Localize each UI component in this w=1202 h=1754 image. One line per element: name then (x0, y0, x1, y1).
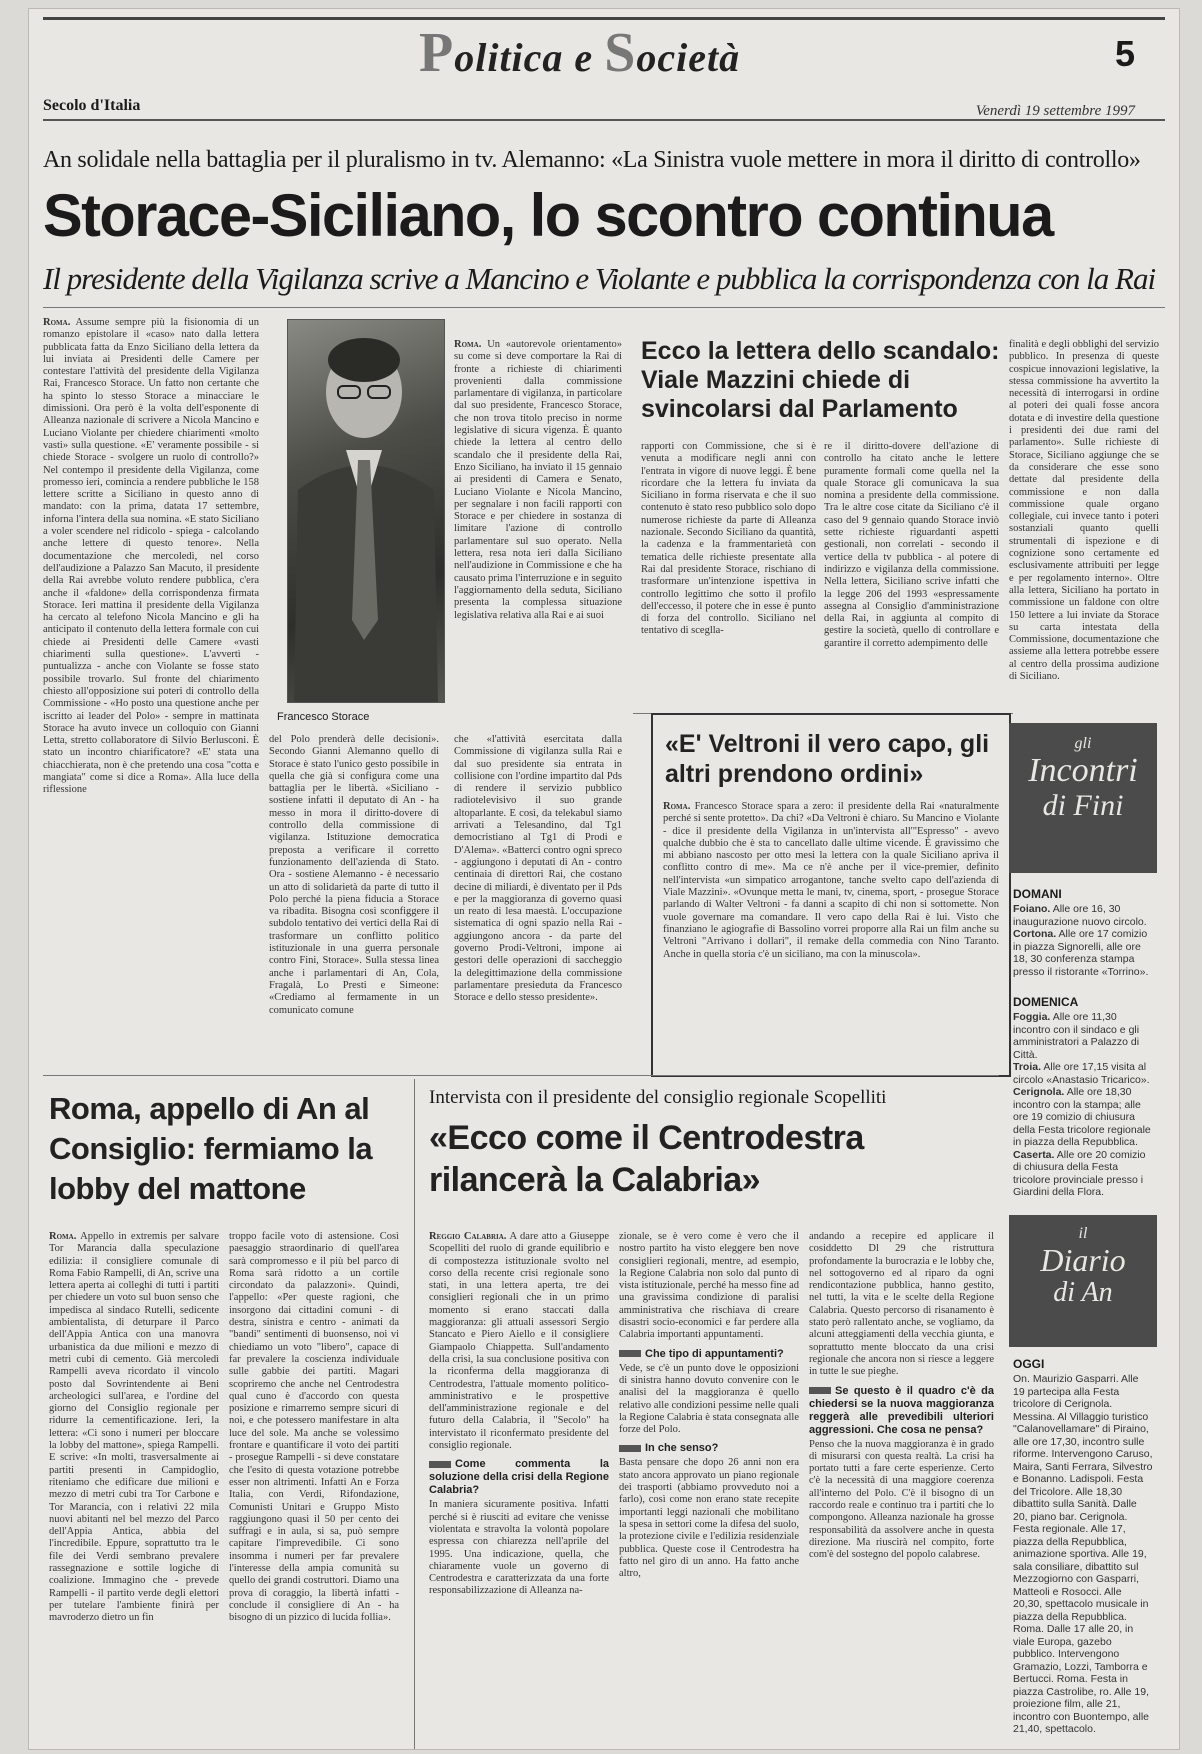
calabria-column-1 (429, 1231, 609, 1746)
section-title-text: ocietà (636, 35, 741, 80)
interview-question (619, 1442, 799, 1455)
main-kicker: An solidale nella battaglia per il pluralismo in tv. Alemanno: «La Sinistra vuole mettere in mora il diritto di controllo» (43, 147, 1141, 173)
deck-divider (43, 307, 1165, 308)
dateline: Roma. (49, 1231, 77, 1242)
event-text: Alle ore 11,30 incontro con il sindaco e gli amministratori a Palazzo di Città. (1013, 1011, 1140, 1061)
portrait-illustration (288, 320, 444, 702)
answer-text: Basta pensare che dopo 26 anni non era stato ancora approvato un piano regionale dei trasporti (abbiamo provveduto noi a farlo), così come non erano state recepite importanti leggi nazionali che mobilitano la spesa in settori come la difesa del suolo, la protezione civile e l'edilizia residenziale pubblica. Queste cose il Centrodestra ha fatto nel giro di un anno. Ha fatto anche altro, (619, 1457, 799, 1580)
diario-di-an-badge (1009, 1215, 1157, 1347)
roma-column-1 (49, 1231, 219, 1746)
calabria-column-3 (809, 1231, 994, 1746)
oggi-heading: OGGI (1013, 1357, 1045, 1371)
veltroni-text (663, 801, 999, 1063)
article-text: rapporti con Commissione, che si è venuta a modificare negli anni con l'entrata in vigore di nuove leggi. È bene ricordare che la lettera fu inviata da Siciliano in forma riservata e che il suo contenuto è stato reso pubblico solo dopo numerose richieste da parte di Alleanza nazionale. Secondo Siciliano da quantità, la cadenza e la frammentarietà con tematica delle richieste presentate alla Rai dal presidente Storace, rischiano di trasformare un'intenzione ispettiva in controllo legittimo che sotto il profilo dell'eccesso, il potere che in esse è punto di forza del controllo. Siciliano nel tentativo di sceglla- (641, 441, 816, 637)
article-text: finalità e degli obblighi del servizio pubblico. In presenza di queste cospicue innovazioni legislative, la stessa commissione ha avvertito la necessità di interrogarsi in ordine al poteri dei quali fosse ancora dotata e di investire della questione i presidenti dei due rami del parlamento». Sulle richieste di Storace, Siciliano aggiunge che se da considerare che esse sono dettate dal presidente della commissione e non dalla commissione quale organo collegiale, cui invece tanto i poteri sostanziali quanto quelli strumentali di ispezione e di cognizione sono certamente ed esclusivamente attribuiti per legge e per regolamento interno». Oltre alla lettera, Siciliano ha portato in commissione un faldone con oltre 150 lettere a lui inviate da Storace su carta intestata della Commissione, documentazione che assieme alla lettera potrebbe essere al centro della prossima audizione di Siciliano. (1009, 339, 1159, 683)
section-title-initial: P (419, 22, 455, 84)
masthead-rule (43, 17, 1165, 20)
question-text: Che tipo di appuntamenti? (645, 1347, 784, 1360)
dateline: Reggio Calabria. (429, 1231, 507, 1242)
article-text: re il diritto-dovere dell'azione di controllo ha citato anche le lettere puramente formali come quella nel la quale Storace gli comunicava la sua nomina a presidente della commissione. Tra le altre cose citate da Siciliano c'è il caso del 9 gennaio quando Storace inviò sette richieste riguardanti aspetti gestionali, non correlati - secondo il vertice della tv pubblica - al potere di indirizzo e vigilanza della commissione. Nella lettera, Siciliano scrive infatti che la legge 206 del 1993 «espressamente assegna al Consiglio d'amministrazione della Rai, in aggiunta al compito di gestire la società, quello di controllare e garantire il corretto adempimento delle (824, 441, 999, 649)
letter-headline: Ecco la lettera dello scandalo: Viale Mazzini chiede di svincolarsi dal Parlamento (641, 337, 1000, 423)
letter-column-2 (824, 441, 999, 703)
day-events (1013, 903, 1153, 978)
incontri-di-fini-badge (1009, 723, 1157, 873)
article-text: zionale, se è vero come è vero che il nostro partito ha visto eleggere ben nove consiglieri regionali, mentre, ad esempio, la Regione Calabria non solo dal punto di vista istituzionale, perché ha messo fine ad una gravissima condizione di paralisi amministrativa che rischiava di creare disastri socio-economici e far perdere alla Calabria importanti appuntamenti. (619, 1231, 799, 1341)
article-text: del Polo prenderà delle decisioni». Secondo Gianni Alemanno quello di Storace è stato l'unico gesto possibile in quella che già si configura come una battaglia per le libertà. «Siciliano - sostiene infatti il deputato di An - ha messo in mora il diritto-dovere di controllo della commissione di vigilanza. Istituzione democratica preposta a verificare il corretto funzionamento dell'azienda di Stato. Ora - sostiene Alemanno - è necessario un atto di solidarietà da parte di tutto il Polo perché la piena fiducia a Storace va ribadita. Bisogna così sconfiggere il subdolo tentativo dei vertici della Rai di trasformare un conflitto politico istituzionale in una guerra personale contro Fini, Storace». Sulla stessa linea anche i parlamentari di An, Cola, Fragalà, Lo Presti e Simeone: «Crediamo al fermamente in un comunicato comune (269, 734, 439, 1016)
newspaper-page (28, 8, 1180, 1750)
event-text: Alle ore 17,15 visita al circolo «Anastasio Tricarico». (1013, 1061, 1150, 1086)
badge-title: di Fini (1042, 789, 1124, 822)
dateline: Roma. (454, 339, 482, 350)
dateline: Roma. (663, 801, 691, 812)
lower-divider (43, 1075, 999, 1076)
article-text: andando a recepire ed applicare il cosiddetto Dl 29 che ristruttura profondamente la burocrazia e le lobby che, nel sottogoverno ed al riparo da ogni rendicontazione pubblica, hanno gestito, nel tutti, la vita e le scelte della Regione Calabria. Questo percorso di risanamento è stato però rallentato anche, se vogliamo, da alcuni atteggiamenti della vecchia giunta, e soprattutto mente bloccato da una crisi regionale che ancora non si riesce a leggere in tutte le sue pieghe. (809, 1231, 994, 1378)
badge-small-text: gli (1074, 735, 1092, 752)
event-place: Foiano. (1013, 903, 1051, 915)
question-text: In che senso? (645, 1442, 719, 1455)
question-marker (619, 1445, 641, 1452)
question-marker (619, 1350, 641, 1357)
oggi-events: On. Maurizio Gasparri. Alle 19 partecipa alla Festa tricolore di Cerignola. Messina. Al Villaggio turistico "Calanovellamare" di Piraino, alle ore 17,30, incontro sulle riforme. Intervengono Caruso, Maira, Santi Ferrara, Silvestro e Bonanno. Ladispoli. Festa del Tricolore. Alle 18,30 dibattito sulla Sanità. Dalle 20, piano bar. Cerignola. Festa regionale. Alle 17, piazza della Repubblica, animazione sportiva. Alle 19, sala consiliare, dibattito sul Mezzogiorno con Gasparri, Matteoli e Rosocci. Alle 20,30, spettacolo musicale in piazza della Repubblica. Roma. Dalle 17 alle 20, in viale Europa, gazebo pubblico. Intervengono Gramazio, Lozzi, Tamborra e Bertucci. Roma. Festa in piazza Castrolibe, ro. Alle 19, proiezione film, alle 21, incontro con Buontempo, alle 21,40, spettacolo. (1013, 1373, 1153, 1735)
event-text: Alle ore 18,30 incontro con la stampa; alle ore 19 comizio di chiusura della Festa tricolore regionale in piazza della Repubblica. (1013, 1086, 1151, 1148)
section-title (419, 21, 839, 85)
event-text: Alle ore 20 comizio di chiusura della Festa tricolore provinciale presso i Giardini della Flora. (1013, 1148, 1146, 1198)
roma-headline: Roma, appello di An al Consiglio: fermiamo la lobby del mattone (49, 1091, 373, 1206)
column-divider (414, 1079, 415, 1749)
main-article-column-2 (269, 734, 439, 1064)
calabria-column-2 (619, 1231, 799, 1746)
event-place: Troia. (1013, 1061, 1042, 1073)
article-text: Appello in extremis per salvare Tor Marancia dalla speculazione edilizia: il consigliere comunale di Roma Fabio Rampelli, di An, scrive una lettera aperta ai colleghi di tutti i partiti per chiedere un voto sul buon senso che impedisca al sindaco Rutelli, sedicente ambientalista, di deturpare il Parco dell'Appia Antica con una manovra urbanistica da due milioni e mezzo di metri cubi di cemento. Già mercoledì Rampelli aveva ricordato il vincolo posto dal Sovrintendente ai Beni archeologici sull'area, e l'ordine del giorno del Consiglio regionale per ridurre la cementificazione. Ieri, la lettera: «Ci sono i numeri per bloccare la lobby del mattone», spiega Rampelli. E scrive: «In molti, trasversalmente ai partiti presenti in Campidoglio, riteniamo che edificare due milioni e mezzo di metri cubi tra Tor Carbone e Tor Marancia, con i relativi 22 mila nuovi abitanti nel bel mezzo del Parco dell'Appia Antica, abbia del l'incredibile. Eppure, soprattutto tra le file dei Verdi sembrano prevalere rassegnazione e sottile logiche di coalizione. Immagino che - prevede Rampelli - il partito verde degli elettori per tutelare l'ambiente finirà per mavroderzo dietro un fin (49, 1231, 219, 1624)
event-text: Alle ore 17 comizio in piazza Signorelli, alle ore 18, 30 conferenza stampa presso il ristorante «Torrino». (1013, 928, 1149, 978)
page-number: 5 (1114, 33, 1135, 74)
veltroni-headline: «E' Veltroni il vero capo, gli altri prendono ordini» (665, 730, 990, 788)
main-article-column-3b (454, 734, 622, 1064)
masthead-divider (43, 119, 1165, 121)
interview-question (619, 1348, 799, 1361)
badge-title: Diario (1040, 1242, 1126, 1278)
event-place: Caserta. (1013, 1148, 1055, 1161)
question-marker (429, 1461, 451, 1468)
letter-column-1 (641, 441, 816, 703)
article-text: Un «autorevole orientamento» su come si deve comportare la Rai di fronte a richieste di chiarimenti provenienti dalla commissione parlamentare di vigilanza, in particolare dal suo presidente, Francesco Storace, che non trova titolo preciso in norme legislative di sicura vigenza. È quanto chiede la lettera al centro dello scandalo che il presidente della Rai, Enzo Siciliano, ha inviato il 15 gennaio ai presidenti di Camera e Senato, Luciano Violante e Nicola Mancino, per segnalare i non facili rapporti con Storace e per chiedere in sostanza di limitare l'azione di controllo parlamentare sul suo operato. Nella lettera, resa nota ieri dalla Siciliano nell'audizione in Commissione e che ha causato prima l'interruzione e in seguito l'aggiornamento della seduta, Siciliano presenta la complessa situazione legislativa relativa alla Rai e ai suoi (454, 339, 622, 621)
sidebar (1009, 713, 1157, 1749)
dateline: Roma. (43, 317, 71, 328)
roma-column-2 (229, 1231, 399, 1746)
issue-date: Venerdì 19 settembre 1997 (975, 103, 1135, 119)
article-text: Assume sempre più la fisionomia di un romanzo epistolare il «caso» nato dalla lettera pubblicata fatta da Enzo Siciliano della lettera da lui inviata ai Presidenti delle Camere per contestare l'attività del presidente della Vigilanza Rai, Francesco Storace. Un fatto non certante che ha spinto lo stesso Storace a minacciare le dimissioni. Ora però è la volta dell'esponente di Alleanza nazionale di scrivere a Nicola Mancino e Luciano Violante per chiedere chiarimenti «molto vasti» sulla questione. «E' veramente possibile - si chiede Storace - svolgere un ruolo di controllo?» Nel contempo il presidente della Vigilanza, come promesso ieri, comincia a rendere pubbliche le 158 lettere scritte a Siciliano in questo anno di mandato: con la prima, datata 17 settembre, inforna l'intera della sua nomina. «E stato Siciliano a voler scendere nel ridicolo - spiega - calcolando anche lettere di questo tenore». Nella documentazione che mercoledì, nel corso dell'audizione a Palazzo San Macuto, il presidente della Rai avrebbe voluto rendere pubblica, c'era anche il «faldone» della corrispondenza firmata Storace. Ieri mattina il presidente della Vigilanza ha cercato al telefono Nicola Mancino e gli ha anticipato il contenuto della lettera formale con cui chiede ai Presidenti delle Camere «vasti chiarimenti sulla questione». L'avvertì - puntualizza - anche con Violante se fosse stato possibile trovarlo. Sul fronte del chiarimento chiesto all'opposizione sui poteri di controllo della Commissione - «Ho posto una questione anche per iscritto ai leader del Polo» - sempre in mattinata Storace ha avuto invece un colloquio con Gianni Letta, stretto collaboratore di Silvio Berlusconi. È stato un incontro chiarificatore? «E' stata una chiacchierata, non è che pretendo una cosa "cotta e mangiata" come si dice a Roma». Alla luce della riflessione (43, 317, 259, 796)
day-heading: DOMENICA (1013, 995, 1079, 1009)
event-place: Cortona. (1013, 928, 1057, 940)
badge-title: Incontri (1028, 752, 1138, 789)
article-text: Francesco Storace spara a zero: il presidente della Rai «naturalmente perché si sente protetto». Da chi? «Da Veltroni è chiaro. Su Mancino e Violante - dice il presidente della Vigilanza in un'intervista all'"Espresso" - avevo qualche dubbio che è sta to cancellato dalle ultime vicende. È gravissimo che mi abbiano nascosto per otto mesi la lettera con la quale Siciliano apriva il conflitto contro di me». Ma ce n'è anche per il vice-premier, definito nell'intervista «un simpatico arrogantone, tanche svelto capo dell'azienda di Viale Mazzini». «Ovunque metta le mani, tv, cinema, sport, - prosegue Storace parlando di Walter Veltroni - fa danni a scapito di chi non si sottomette. Non vuole governare ma comandare. Il vero capo della Rai è lui. Visto che finanziano le agiografie di Bassolino vorrei proporre alla Rai un film anche su Veltroni "Arrivano i dollari", il remake della commedia con Nino Taranto. Anche in quella storia c'è un siciliano, ma con la minuscola». (663, 801, 999, 960)
day-heading: DOMANI (1013, 887, 1062, 901)
article-text: troppo facile voto di astensione. Così paesaggio straordinario di quell'area sarà compromesso e il più bel parco di Roma sarà ridotto a un cortile circondato da palazzoni». Quindi, l'appello: «Per queste ragioni, che insorgono dai cittadini comuni - di destra, sinistra e centro - animati da "bandi" sentimenti di buonsenso, noi vi chiediamo un voto "libero", capace di far prevalere la coscienza individuale sulle gabbie dei partiti. Magari scopriremo che anche nel Centrodestra qual cuno è d'accordo con questa posizione e rimarremo sempre sicuri di noi, e che potessero manifestare in alta luce del sole. Ma anche se volessimo frontare e quantificare il voto dei partiti - prosegue Rampelli - si deve constatare che l'esito di questa votazione potrebbe esser non altrimenti. Infatti An e Forza Italia, con Verdi, Rifondazione, Comunisti Unitari e Gruppo Misto raggiungono quasi il 50 per cento dei suffragi e in aula, si sa, può sempre capitare l'imprevedibile. Ci sono insomma i numeri per far prevalere l'interesse della ampia comunità su quello dei grandi costruttori. Diamo una prova di coraggio, la libertà infatti - conclude il consigliere di An - ha bisogno di un pizzico di lucida follia». (229, 1231, 399, 1624)
day-events (1013, 1011, 1153, 1199)
event-place: Cerignola. (1013, 1086, 1065, 1098)
photo-caption: Francesco Storace (277, 711, 370, 723)
paper-name: Secolo d'Italia (43, 97, 141, 114)
storace-photo (287, 319, 445, 703)
question-text: Come commenta la soluzione della crisi della Regione Calabria? (429, 1458, 609, 1497)
event-place: Foggia. (1013, 1011, 1051, 1023)
question-text: Se questo è il quadro c'è da chiedersi se la nuova maggioranza reggerà alle prevedibili ulteriori aggressioni. Che cosa ne pensa? (809, 1384, 994, 1436)
interview-question (809, 1385, 994, 1437)
main-article-column-3 (454, 339, 622, 704)
question-marker (809, 1387, 831, 1394)
event-text: Alle ore 16, 30 inaugurazione nuovo circolo. (1013, 903, 1147, 928)
letter-column-3 (1009, 339, 1159, 704)
article-text: che «l'attività esercitata dalla Commissione di vigilanza sulla Rai e dal suo presidente sia entrata in collisione con l'ordine impartito dal Pds di rendere il servizio pubblico radiotelevisivo il suo grande altoparlante. E così, da telekabul siamo arrivati a Telesandino, dal Tg1 democristiano al Tg1 di Prodi e D'Alema». «Batterci contro ogni spreco - aggiungono i deputati di An - contro centinaia di direttori Rai, che costano decine di miliardi, è diventato per il Pds e per la maggioranza di governo quasi un reato di lesa maestà. L'occupazione sistematica di ogni spazio nella Rai - aggiungono ancora - da parte del governo Prodi-Veltroni, impone ai gestori delle operazioni di saccheggio la delegittimazione della commissione parlamentare presieduta da Francesco Storace e dello stesso presidente». (454, 734, 622, 1004)
main-article-column-1 (43, 317, 259, 1065)
main-deck: Il presidente della Vigilanza scrive a Mancino e Violante e pubblica la corrispondenza con la Rai (43, 261, 1156, 296)
calabria-kicker: Intervista con il presidente del consiglio regionale Scopelliti (429, 1087, 887, 1108)
badge-title: di An (1053, 1277, 1113, 1308)
answer-text: Vede, se c'è un punto dove le opposizioni di sinistra hanno dovuto convenire con le analisi del la maggioranza è quello relativo alle condizioni pessime nelle quali la Regione Calabria è stata consegnata alle forze del Polo. (619, 1362, 799, 1436)
article-text: A dare atto a Giuseppe Scopelliti del ruolo di grande equilibrio e di compostezza istituzionale svolto nel corso della recente crisi regionale sono stati, in una lettera aperta, tre dei consiglieri regionali che in un primo momento si erano staccati dalla maggioranza: gli attuali assessori Sergio Stancato e Piero Aiello e il consigliere Giampaolo Chiappetta. Sull'andamento della crisi, la sua conclusione positiva con la riconferma della maggioranza di Centrodestra, l'attuale momento politico-amministrativo e le prospettive dell'amministrazione regionale e del futuro della Calabria, il "Secolo" ha intervistato il riconfermato presidente del consiglio regionale. (429, 1231, 609, 1452)
main-headline: Storace-Siciliano, lo scontro continua (43, 182, 1053, 249)
answer-text: Penso che la nuova maggioranza è in grado di misurarsi con questa realtà. La crisi ha portato tutti a fare certe esperienze. Certo c'è la necessità di una maggiore coerenza all'interno del Polo. C'è il bisogno di un raccordo reale e continuo tra i partiti che lo compongono. Alleanza nazionale ha grosse responsabilità da assolvere anche in questa direzione. Ma riuscirà nel compito, forte com'è del sostegno del popolo calabrese. (809, 1438, 994, 1561)
section-title-text: olitica e (454, 35, 605, 80)
interview-question (429, 1458, 609, 1497)
badge-small-text: il (1078, 1225, 1088, 1242)
calabria-headline: «Ecco come il Centrodestra rilancerà la Calabria» (429, 1119, 864, 1199)
answer-text: In maniera sicuramente positiva. Infatti perché si è riusciti ad evitare che venisse violentata e stravolta la volontà popolare espressa con chiarezza nell'aprile del 1995. Una indicazione, quella, che chiaramente vuole un governo di Centrodestra e caratterizzata da una forte responsabilizzazione di Alleanza na- (429, 1499, 609, 1597)
section-title-initial: S (604, 22, 637, 84)
veltroni-box (651, 713, 1011, 1077)
